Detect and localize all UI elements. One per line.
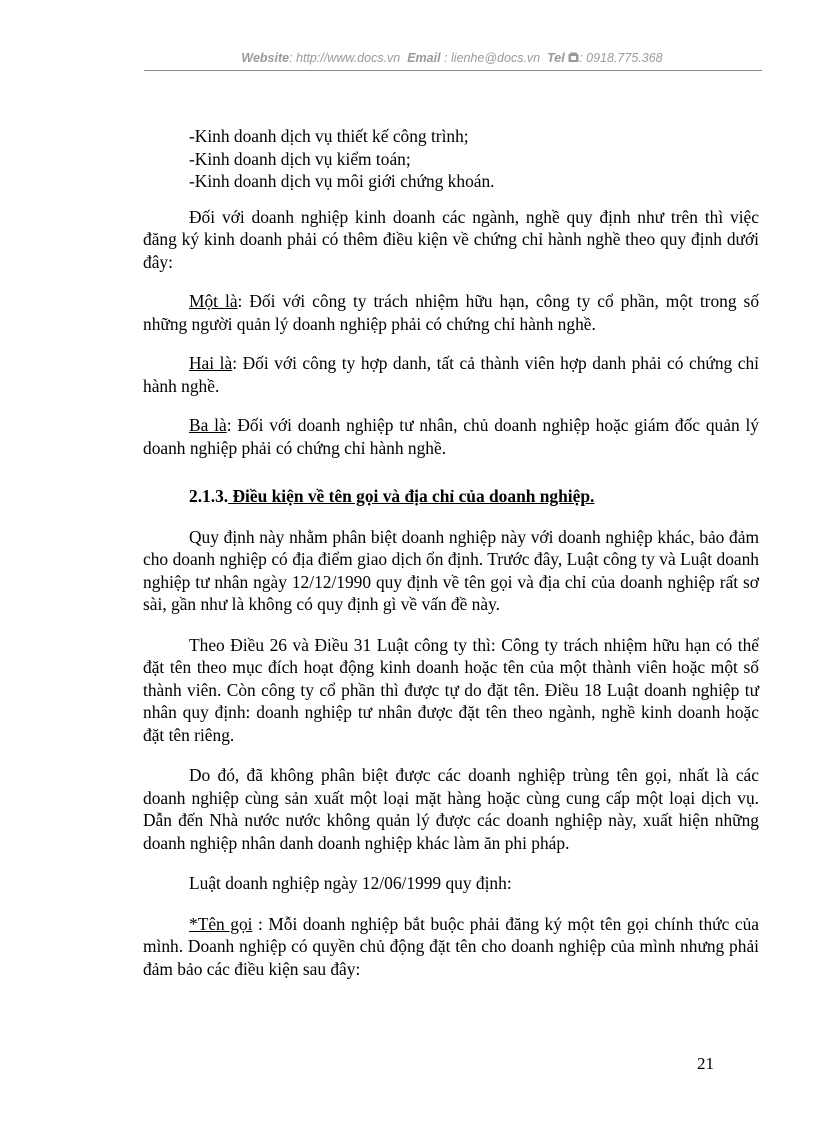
list-item: -Kinh doanh dịch vụ kiểm toán; (189, 148, 411, 169)
paragraph (143, 913, 759, 981)
list-item: -Kinh doanh dịch vụ môi giới chứng khoán. (189, 171, 495, 191)
section-heading (143, 485, 759, 508)
paragraph-text: : Mỗi doanh nghiệp bắt buộc phải đăng ký một tên gọi chính thức của mình. Doanh nghiệp có quyền chủ động đặt tên cho doanh nghiệp của mình nhưng phải đảm bảo các điều kiện sau đây: (143, 913, 759, 979)
phone-icon (568, 52, 579, 63)
paragraph (143, 290, 759, 335)
paragraph (143, 352, 759, 397)
tel-value: : 0918.775.368 (579, 51, 663, 65)
website-label: Website (241, 51, 290, 65)
paragraph: Đối với doanh nghiệp kinh doanh các ngành, nghề quy định như trên thì việc đăng ký kinh doanh phải có thêm điều kiện về chứng chỉ hành nghề theo quy định dưới đây: (143, 206, 759, 272)
paragraph-text: : Đối với công ty hợp danh, tất cả thành viên hợp danh phải có chứng chỉ hành nghề. (143, 353, 759, 396)
paragraph: Theo Điều 26 và Điều 31 Luật công ty thì: Công ty trách nhiệm hữu hạn có thể đặt tên theo mục đích hoạt động kinh doanh hoặc tên của một thành viên hoặc một số thành viên. Còn công ty cổ phần thì được tự do đặt tên. Điều 18 Luật doanh nghiệp tư nhân quy định: doanh nghiệp tư nhân được đặt tên theo ngành, nghề kinh doanh hoặc đặt tên riêng. (143, 634, 759, 745)
paragraph: Do đó, đã không phân biệt được các doanh nghiệp trùng tên gọi, nhất là các doanh nghiệp cùng sản xuất một loại mặt hàng hoặc cùng cung cấp một loại dịch vụ. Dẫn đến Nhà nước nước không quản lý được các doanh nghiệp này, xuất hiện những doanh nghiệp nhân danh doanh nghiệp khác làm ăn phi pháp. (143, 765, 759, 853)
paragraph-text: : Đối với doanh nghiệp tư nhân, chủ doanh nghiệp hoặc giám đốc quản lý doanh nghiệp phải có chứng chỉ hành nghề. (143, 415, 759, 458)
paragraph-label: Hai là (189, 353, 233, 373)
document-body (143, 125, 759, 980)
page-number: 21 (697, 1054, 714, 1073)
email-label: Email (407, 51, 441, 65)
paragraph-label: Ba là (189, 415, 227, 435)
header-divider (144, 70, 762, 71)
email-value: : lienhe@docs.vn (444, 51, 541, 65)
website-value: : http://www.docs.vn (289, 51, 401, 65)
paragraph (143, 414, 759, 459)
paragraph-label: *Tên gọi (189, 913, 253, 934)
section-number: 2.1.3. (189, 486, 229, 506)
paragraph-text: : Đối với công ty trách nhiệm hữu hạn, công ty cổ phần, một trong số những người quản lý doanh nghiệp phải có chứng chỉ hành nghề. (143, 291, 760, 334)
list-item: -Kinh doanh dịch vụ thiết kế công trình; (189, 126, 469, 146)
page-header (144, 51, 760, 65)
paragraph: Luật doanh nghiệp ngày 12/06/1999 quy định: (189, 873, 512, 893)
paragraph: Quy định này nhằm phân biệt doanh nghiệp này với doanh nghiệp khác, bảo đảm cho doanh nghiệp có địa điểm giao dịch ổn định. Trước đây, Luật công ty và Luật doanh nghiệp tư nhân ngày 12/12/1990 quy định về tên gọi và địa chỉ của doanh nghiệp rất sơ sài, gần như là không có quy định gì về vấn đề này. (143, 526, 759, 614)
tel-label: Tel (547, 51, 565, 65)
paragraph-label: Một là (189, 291, 238, 311)
section-title: Điều kiện về tên gọi và địa chỉ của doanh nghiệp. (228, 486, 595, 506)
